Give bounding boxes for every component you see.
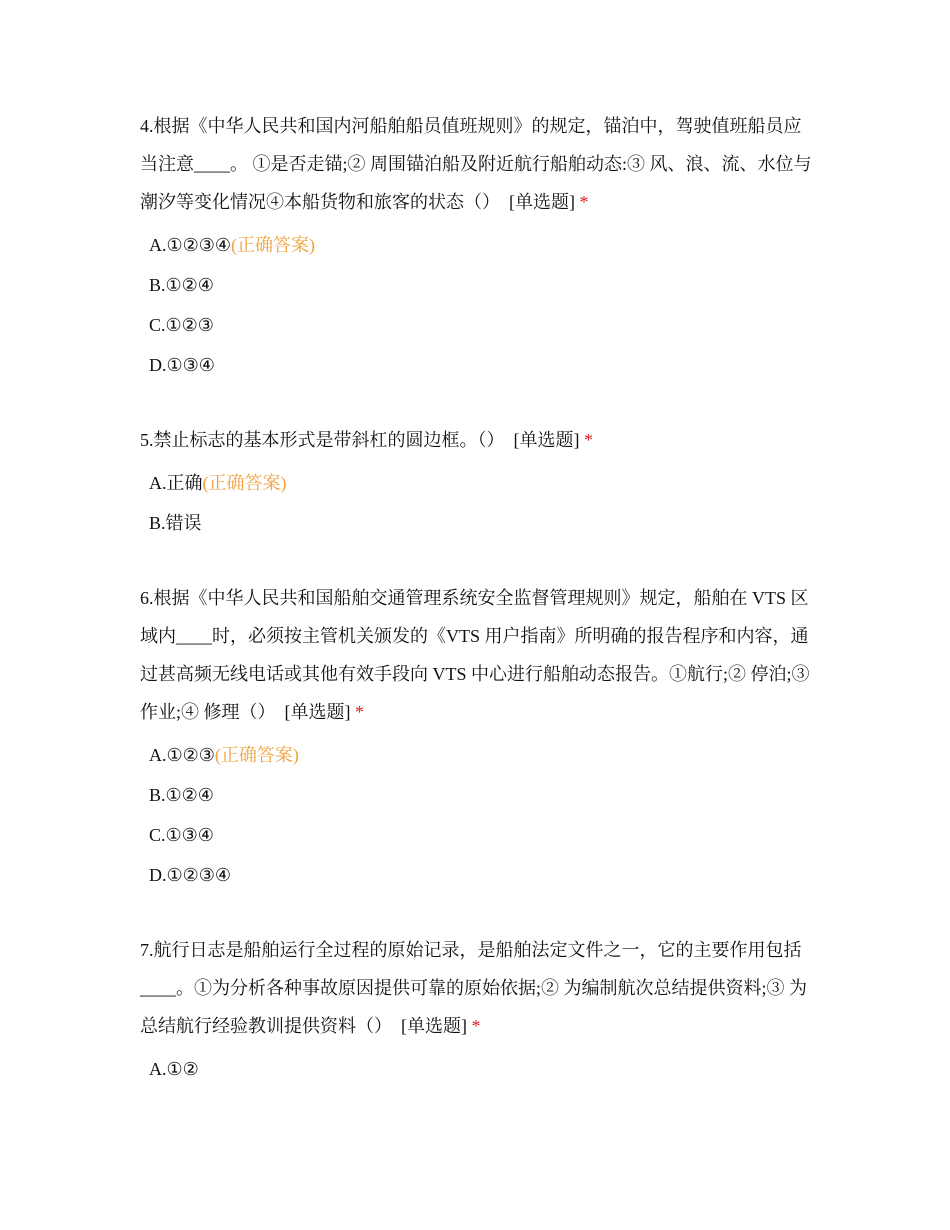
option-b[interactable]: B.错误	[149, 513, 202, 533]
required-mark: *	[584, 430, 593, 450]
question-6	[140, 579, 815, 895]
option-d[interactable]: D.①③④	[149, 355, 215, 375]
question-text: 7.航行日志是船舶运行全过程的原始记录，是船舶法定文件之一，它的主要作用包括____。①为分析各种事故原因提供可靠的原始依据;② 为编制航次总结提供资料;③ 为总结航行经验教训提供资料（） [单选题] *	[140, 940, 807, 1036]
option-c[interactable]: C.①③④	[149, 825, 214, 845]
required-mark: *	[471, 1016, 481, 1036]
question-text: 5.禁止标志的基本形式是带斜杠的圆边框。（） [单选题] *	[140, 430, 593, 450]
option-a[interactable]: A.①②③(正确答案)	[149, 745, 299, 765]
option-d[interactable]: D.①②③④	[149, 865, 232, 885]
option-a[interactable]: A.①②	[149, 1059, 199, 1079]
question-text: 4.根据《中华人民共和国内河船舶船员值班规则》的规定，锚泊中，驾驶值班船员应当注意____。 ①是否走锚;② 周围锚泊船及附近航行船舶动态:③ 风、浪、流、水位与潮汐等变化情况④本船货物和旅客的状态（） [单选题] *	[140, 116, 812, 212]
correct-answer-tag: (正确答案)	[202, 473, 287, 493]
question-list	[140, 107, 815, 1125]
option-a[interactable]: A.①②③④(正确答案)	[149, 235, 316, 255]
question-4	[140, 107, 812, 385]
question-text: 6.根据《中华人民共和国船舶交通管理系统安全监督管理规则》规定，船舶在 VTS 区域内____时，必须按主管机关颁发的《VTS 用户指南》所明确的报告程序和内容，通过甚高频无线电话或其他有效手段向 VTS 中心进行船舶动态报告。①航行;② 停泊;③ 作业;④ 修理（） [单选题] *	[140, 588, 815, 722]
required-mark: *	[355, 702, 364, 722]
correct-answer-tag: (正确答案)	[231, 235, 316, 255]
question-5	[140, 421, 812, 543]
option-a[interactable]: A.正确(正确答案)	[149, 473, 287, 493]
option-b[interactable]: B.①②④	[149, 785, 214, 805]
option-b[interactable]: B.①②④	[149, 275, 214, 295]
correct-answer-tag: (正确答案)	[214, 745, 299, 765]
question-7	[140, 931, 812, 1089]
required-mark: *	[579, 192, 589, 212]
option-c[interactable]: C.①②③	[149, 315, 214, 335]
